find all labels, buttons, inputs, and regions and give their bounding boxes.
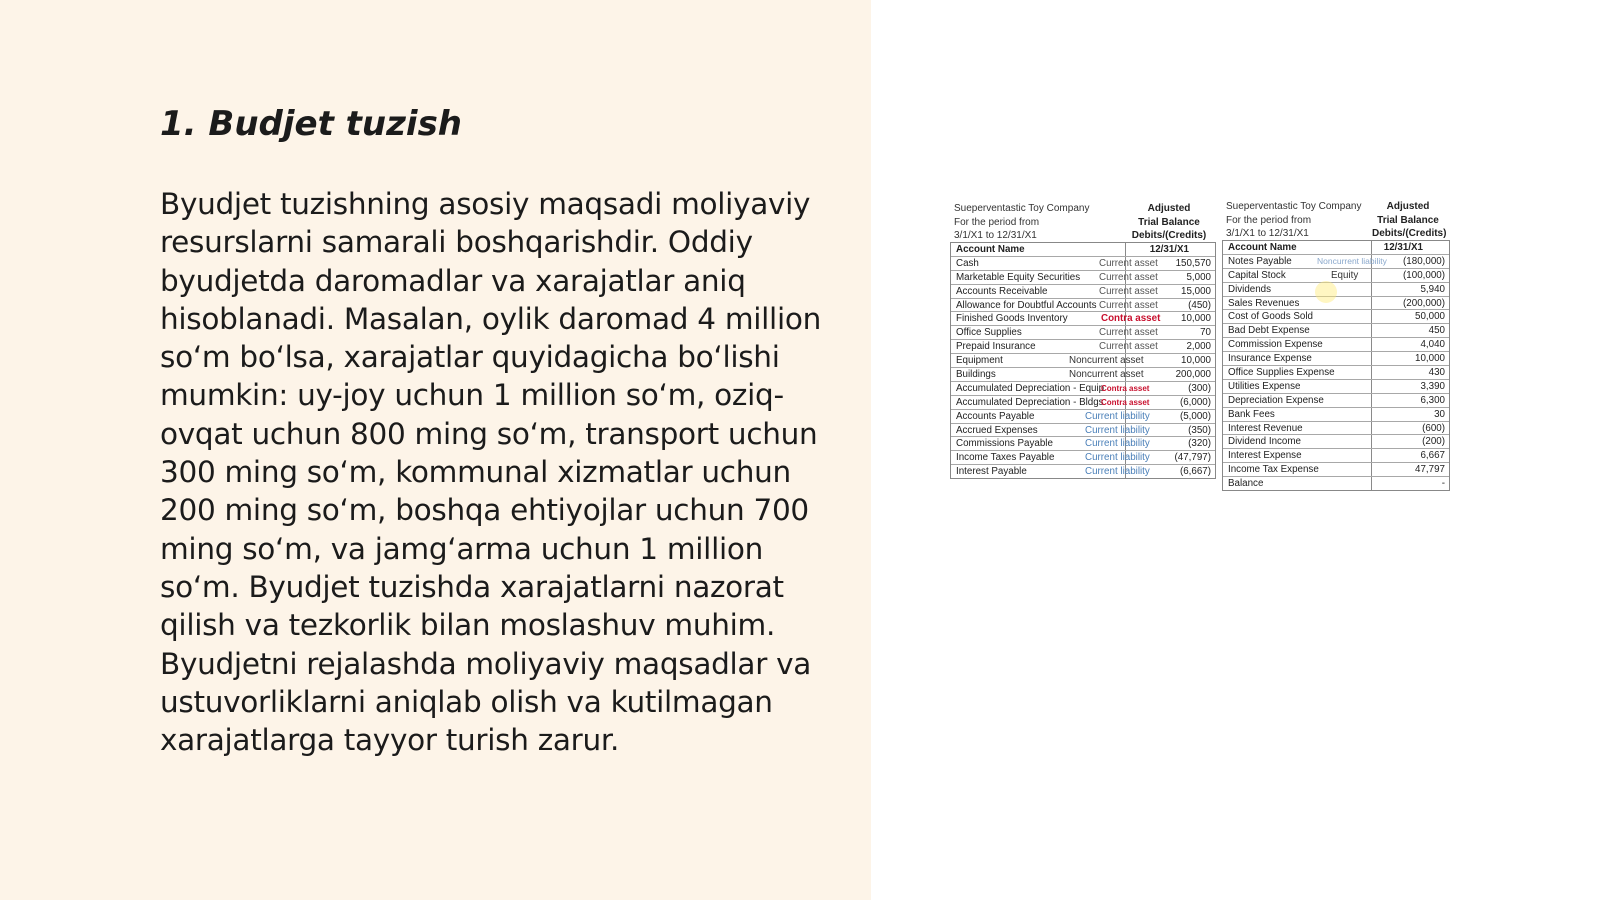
account-name: Capital Stock [1228,269,1286,281]
company-info [954,202,1089,243]
caption-trial-balance: Trial Balance [1138,216,1200,228]
caption-adjusted: Adjusted [1147,203,1191,214]
table-row [1223,365,1449,379]
company-info [1226,200,1361,241]
caption-trial-balance: Trial Balance [1377,214,1439,226]
account-type-label: Noncurrent liability [1317,255,1387,266]
table-row [951,339,1215,353]
slide-body-text: Byudjet tuzishning asosiy maqsadi moliyaviy resurslarni samarali boshqarishdir. Oddiy byudjetda daromadlar va xarajatlar aniq hisoblanadi. Masalan, oylik daromad 4 million so‘m bo‘lsa, xarajatlar quyidagicha bo‘lishi mumkin: uy-joy uchun 1 million so‘m, oziq-ovqat uchun 800 ming so‘m, transport uchun 300 ming so‘m, kommunal xizmatlar uchun 200 ming so‘m, boshqa ehtiyojlar uchun 700 ming so‘m, va jamg‘arma uchun 1 million so‘m. Byudjet tuzishda xarajatlarni nazorat qilish va tezkorlik bilan moslashuv muhim. Byudjetni rejalashda moliyaviy maqsadlar va ustuvorliklarni aniqlab olish va kutilmagan xarajatlarga tayyor turish zarur. [160,187,821,758]
column-divider [1371,269,1372,282]
column-divider [1371,463,1372,476]
account-name: Accumulated Depreciation - Equip [956,382,1105,394]
account-name: Bad Debt Expense [1228,325,1310,337]
table-row [1223,407,1449,421]
table-row [951,423,1215,437]
account-type-label: Equity [1331,269,1359,281]
table-row [1223,309,1449,323]
table-grid [1222,240,1450,491]
balance-value: 47,797 [1415,464,1445,476]
balance-value: (5,000) [1179,410,1211,422]
balance-value: 10,000 [1415,353,1445,365]
account-type-label: Noncurrent asset [1069,355,1144,367]
balance-value: (47,797) [1174,452,1211,464]
account-name: Marketable Equity Securities [956,271,1081,283]
column-caption [1372,200,1447,241]
table-row [951,367,1215,381]
account-type-label: Noncurrent asset [1069,369,1144,381]
account-name: Office Supplies Expense [1228,367,1335,379]
account-name: Utilities Expense [1228,380,1301,392]
account-type-label: Current liability [1085,452,1150,464]
column-divider [1371,366,1372,379]
account-type-label: Current asset [1099,285,1158,297]
table-row [951,284,1215,298]
account-type-label: Current liability [1085,424,1150,436]
table-row [1223,254,1449,268]
column-divider [1371,449,1372,462]
account-name: Commission Expense [1228,339,1323,351]
column-header-date: 12/31/X1 [1149,244,1189,255]
table-row [1223,421,1449,435]
column-header-account: Account Name [1228,242,1297,253]
column-divider [1371,283,1372,296]
table-row [951,436,1215,450]
table-row [1223,448,1449,462]
table-row [1223,296,1449,310]
table-row [951,381,1215,395]
balance-value: 3,390 [1420,380,1445,392]
balance-value: 6,300 [1420,394,1445,406]
table-row [1223,476,1449,490]
column-divider [1125,243,1126,256]
balance-value: (6,667) [1179,466,1211,478]
table-row [951,353,1215,367]
column-divider [1371,422,1372,435]
account-name: Accounts Payable [956,410,1035,422]
balance-value: (200,000) [1403,297,1445,309]
column-divider [1371,408,1372,421]
balance-value: 2,000 [1186,341,1211,353]
account-name: Balance [1228,478,1264,490]
account-name: Finished Goods Inventory [956,313,1068,325]
column-divider [1371,241,1372,254]
balance-value: 50,000 [1415,311,1445,323]
period-label: For the period from [1226,214,1312,226]
balance-value: (6,000) [1179,396,1211,408]
account-type-label: Current asset [1099,327,1158,339]
column-caption [1128,202,1210,243]
balance-value: (320) [1188,438,1211,450]
account-name: Dividends [1228,283,1272,295]
account-name: Depreciation Expense [1228,394,1324,406]
table-grid [950,242,1216,479]
balance-value: 10,000 [1181,355,1211,367]
account-type-label: Contra asset [1101,397,1150,407]
account-name: Sales Revenues [1228,297,1300,309]
caption-debits-credits: Debits/(Credits) [1372,228,1447,239]
account-name: Cost of Goods Sold [1228,311,1313,323]
account-name: Dividend Income [1228,436,1301,448]
table-row [1223,462,1449,476]
cursor-highlight [1315,281,1337,303]
slide-title: 1. Budjet tuzish [160,104,463,144]
table-row [1223,323,1449,337]
balance-value: 200,000 [1175,369,1211,381]
caption-adjusted: Adjusted [1386,201,1430,212]
balance-value: 450 [1428,325,1445,337]
column-header-account: Account Name [956,244,1025,255]
table-row [1223,351,1449,365]
column-divider [1371,352,1372,365]
account-type-label: Current asset [1099,341,1158,353]
balance-value: 5,940 [1420,283,1445,295]
column-divider [1371,310,1372,323]
balance-value: (180,000) [1403,255,1445,267]
balance-value: - [1441,478,1445,490]
table-row [951,325,1215,339]
table-header-row [1223,241,1449,254]
table-row [951,270,1215,284]
table-row [1223,379,1449,393]
account-name: Accounts Receivable [956,285,1048,297]
account-type-label: Current liability [1085,438,1150,450]
account-type-label: Current asset [1099,299,1158,311]
period-range: 3/1/X1 to 12/31/X1 [1226,228,1309,239]
balance-value: 150,570 [1175,257,1211,269]
column-divider [1371,380,1372,393]
balance-value: 30 [1434,408,1445,420]
account-type-label: Current liability [1085,410,1150,422]
table-row [1223,337,1449,351]
account-type-label: Contra asset [1101,383,1150,393]
account-name: Income Taxes Payable [956,452,1055,464]
balance-value: 6,667 [1420,450,1445,462]
column-divider [1371,435,1372,448]
column-divider [1371,394,1372,407]
balance-value: 5,000 [1186,271,1211,283]
period-label: For the period from [954,216,1040,228]
balance-value: 10,000 [1181,313,1211,325]
account-name: Interest Revenue [1228,422,1303,434]
account-name: Interest Payable [956,466,1027,478]
account-name: Income Tax Expense [1228,464,1319,476]
table-row [951,298,1215,312]
table-row [951,409,1215,423]
company-name: Sueperventastic Toy Company [1226,201,1362,212]
account-name: Bank Fees [1228,408,1275,420]
balance-value: (600) [1422,422,1445,434]
account-name: Accumulated Depreciation - Bldgs [956,396,1104,408]
trial-balance-table-right [1222,200,1450,491]
account-type-label: Current asset [1099,271,1158,283]
account-name: Allowance for Doubtful Accounts [956,299,1097,311]
account-name: Equipment [956,355,1003,367]
table-header [950,202,1216,242]
caption-debits-credits: Debits/(Credits) [1131,230,1207,241]
table-row [951,311,1215,325]
account-name: Interest Expense [1228,450,1302,462]
period-range: 3/1/X1 to 12/31/X1 [954,230,1037,241]
balance-value: 15,000 [1181,285,1211,297]
table-row [1223,268,1449,282]
account-name: Accrued Expenses [956,424,1038,436]
table-row [951,450,1215,464]
trial-balance-table-left [950,202,1216,479]
account-type-label: Current asset [1099,257,1158,269]
table-row [1223,434,1449,448]
column-divider [1371,338,1372,351]
column-divider [1371,324,1372,337]
table-row [1223,393,1449,407]
company-name: Sueperventastic Toy Company [954,203,1090,214]
column-divider [1371,477,1372,490]
account-type-label: Current liability [1085,466,1150,478]
table-header-row [951,243,1215,256]
table-row [951,256,1215,270]
balance-value: 4,040 [1420,339,1445,351]
account-name: Notes Payable [1228,255,1292,267]
account-name: Prepaid Insurance [956,341,1036,353]
column-divider [1371,297,1372,310]
account-name: Commissions Payable [956,438,1053,450]
balance-value: 430 [1428,367,1445,379]
table-header [1222,200,1450,240]
balance-value: (100,000) [1403,269,1445,281]
balance-value: (300) [1188,382,1211,394]
account-name: Insurance Expense [1228,353,1312,365]
balance-value: 70 [1200,327,1211,339]
column-header-date: 12/31/X1 [1383,242,1423,253]
balance-value: (450) [1188,299,1211,311]
account-name: Buildings [956,369,996,381]
account-name: Cash [956,257,979,269]
balance-value: (350) [1188,424,1211,436]
balance-value: (200) [1422,436,1445,448]
account-type-label: Contra asset [1101,313,1161,325]
table-row [951,464,1215,478]
table-row [951,395,1215,409]
account-name: Office Supplies [956,327,1022,339]
